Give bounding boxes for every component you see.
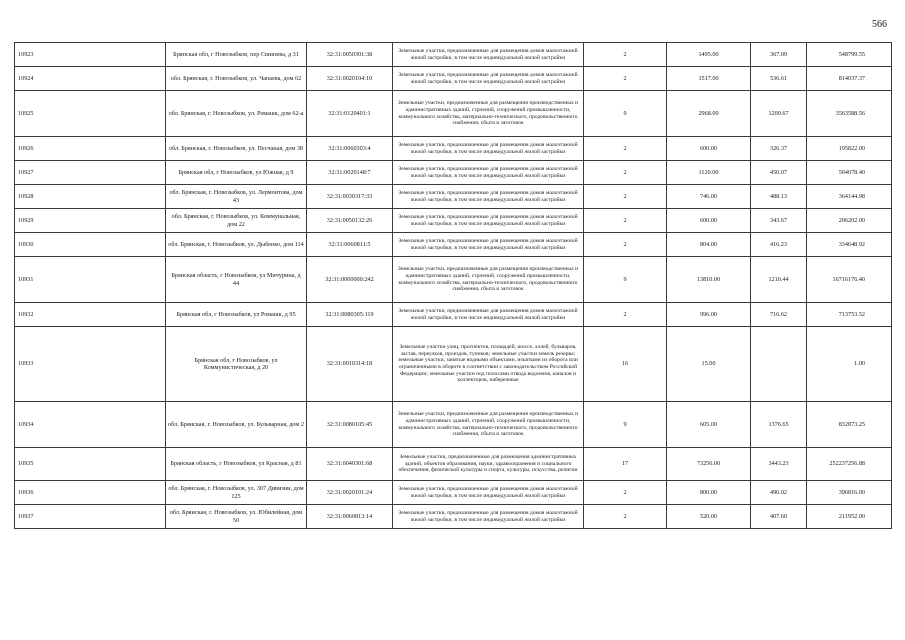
table-row bbox=[15, 505, 892, 529]
address-cell: обл. Брянская, г. Новозыбков, ул. Бульварная, дом 2 bbox=[166, 402, 307, 448]
table-row bbox=[15, 327, 892, 402]
usage-group-cell: 9 bbox=[584, 91, 667, 137]
cadastral-number-cell: 32:31:0120401:1 bbox=[307, 91, 393, 137]
specific-value-cell: 1200.67 bbox=[751, 91, 807, 137]
row-number: 10932 bbox=[15, 303, 166, 327]
specific-value-cell: 343.67 bbox=[751, 209, 807, 233]
usage-group-cell: 2 bbox=[584, 209, 667, 233]
cadastral-number-cell: 32:31:0040301:68 bbox=[307, 448, 393, 481]
cadastral-value-cell: 195822.00 bbox=[807, 137, 892, 161]
area-cell: 15.00 bbox=[667, 327, 751, 402]
cadastral-value-cell: 548799.55 bbox=[807, 43, 892, 67]
land-use-cell: Земельные участки, предназначенные для размещения домов малоэтажной жилой застройки, в том числе индивидуальной жилой застройки bbox=[393, 67, 584, 91]
land-use-cell: Земельные участки, предназначенные для размещения домов малоэтажной жилой застройки, в том числе индивидуальной жилой застройки bbox=[393, 303, 584, 327]
area-cell: 600.00 bbox=[667, 209, 751, 233]
area-cell: 1495.00 bbox=[667, 43, 751, 67]
usage-group-cell: 2 bbox=[584, 67, 667, 91]
land-use-cell: Земельные участки, предназначенные для размещения домов малоэтажной жилой застройки, в том числе индивидуальной жилой застройки bbox=[393, 233, 584, 257]
table-row bbox=[15, 402, 892, 448]
table-row bbox=[15, 257, 892, 303]
cadastral-value-cell: 832873.25 bbox=[807, 402, 892, 448]
address-cell: обл. Брянская, г. Новозыбков, ул. Коммунальная, дом 22 bbox=[166, 209, 307, 233]
specific-value-cell: 496.02 bbox=[751, 481, 807, 505]
usage-group-cell: 2 bbox=[584, 233, 667, 257]
table-row bbox=[15, 209, 892, 233]
row-number: 10925 bbox=[15, 91, 166, 137]
specific-value-cell: 1376.65 bbox=[751, 402, 807, 448]
area-cell: 800.00 bbox=[667, 481, 751, 505]
row-number: 10927 bbox=[15, 161, 166, 185]
specific-value-cell: 716.62 bbox=[751, 303, 807, 327]
land-use-cell: Земельные участки, предназначенные для размещения производственных и административных зданий, строений, сооружений промышленности, коммунального хозяйства, материально-технического, продовольственного снабжения, сбыта и заготовок bbox=[393, 91, 584, 137]
cadastral-value-cell: 364144.98 bbox=[807, 185, 892, 209]
cadastral-value-cell: 334648.92 bbox=[807, 233, 892, 257]
table-row bbox=[15, 67, 892, 91]
cadastral-number-cell: 32:31:0060811:5 bbox=[307, 233, 393, 257]
cadastral-value-cell: 396816.00 bbox=[807, 481, 892, 505]
usage-group-cell: 2 bbox=[584, 303, 667, 327]
usage-group-cell: 2 bbox=[584, 481, 667, 505]
specific-value-cell: 488.13 bbox=[751, 185, 807, 209]
row-number: 10929 bbox=[15, 209, 166, 233]
land-use-cell: Земельные участки, предназначенные для размещения производственных и административных зданий, строений, сооружений промышленности, коммунального хозяйства, материально-технического, продовольственного снабжения, сбыта и заготовок bbox=[393, 257, 584, 303]
cadastral-value-cell: 3563588.56 bbox=[807, 91, 892, 137]
address-cell: обл. Брянская, г. Новозыбков, ул. Дыбенко, дом 114 bbox=[166, 233, 307, 257]
table-row bbox=[15, 233, 892, 257]
land-use-cell: Земельные участки, предназначенные для размещения домов малоэтажной жилой застройки, в том числе индивидуальной жилой застройки bbox=[393, 481, 584, 505]
address-cell: Брянская обл, г Новозыбков, ул Коммунистическая, д 20 bbox=[166, 327, 307, 402]
table-row bbox=[15, 303, 892, 327]
row-number: 10933 bbox=[15, 327, 166, 402]
cadastral-number-cell: 32:31:0050301:38 bbox=[307, 43, 393, 67]
row-number: 10934 bbox=[15, 402, 166, 448]
area-cell: 1120.00 bbox=[667, 161, 751, 185]
usage-group-cell: 2 bbox=[584, 161, 667, 185]
table-row bbox=[15, 137, 892, 161]
row-number: 10926 bbox=[15, 137, 166, 161]
land-use-cell: Земельные участки, предназначенные для размещения домов малоэтажной жилой застройки, в том числе индивидуальной жилой застройки bbox=[393, 43, 584, 67]
usage-group-cell: 16 bbox=[584, 327, 667, 402]
address-cell: обл. Брянская, г. Новозыбков, ул. Лермонтова, дом 43 bbox=[166, 185, 307, 209]
address-cell: обл. Брянская, г. Новозыбков, ул. Ромашк, дом 62-а bbox=[166, 91, 307, 137]
land-use-cell: Земельные участки, предназначенные для размещения производственных и административных зданий, строений, сооружений промышленности, коммунального хозяйства, материально-технического, продовольственного снабжения, сбыта и заготовок bbox=[393, 402, 584, 448]
cadastral-number-cell: 32:31:0020104:10 bbox=[307, 67, 393, 91]
land-use-cell: Земельные участки, предназначенные для размещения домов малоэтажной жилой застройки, в том числе индивидуальной жилой застройки bbox=[393, 209, 584, 233]
usage-group-cell: 2 bbox=[584, 137, 667, 161]
cadastral-number-cell: 32:31:0030317:33 bbox=[307, 185, 393, 209]
row-number: 10928 bbox=[15, 185, 166, 209]
cadastral-number-cell: 32:31:0010314:18 bbox=[307, 327, 393, 402]
area-cell: 600.00 bbox=[667, 137, 751, 161]
land-use-cell: Земельные участки, предназначенные для размещения домов малоэтажной жилой застройки, в том числе индивидуальной жилой застройки bbox=[393, 185, 584, 209]
area-cell: 605.00 bbox=[667, 402, 751, 448]
usage-group-cell: 2 bbox=[584, 185, 667, 209]
area-cell: 746.00 bbox=[667, 185, 751, 209]
area-cell: 804.00 bbox=[667, 233, 751, 257]
land-use-cell: Земельные участки, предназначенные для размещения домов малоэтажной жилой застройки, в том числе индивидуальной жилой застройки bbox=[393, 505, 584, 529]
cadastral-number-cell: 32:31:0080305:119 bbox=[307, 303, 393, 327]
land-use-cell: Земельные участки улиц, проспектов, площадей, шоссе, аллей, бульваров, застав, переулков, проездов, тупиков; земельные участки земель резерва; земельные участки, занятые водными объектами, изъятыми из оборота или ограниченными в обороте в соответствии с законодательством Российской Федерации; земельные участки под полосами отвода водоемов, каналов и коллекторов, набережные bbox=[393, 327, 584, 402]
cadastral-number-cell: 32:31:0000000:242 bbox=[307, 257, 393, 303]
land-use-cell: Земельные участки, предназначенные для размещения домов малоэтажной жилой застройки, в том числе индивидуальной жилой застройки bbox=[393, 161, 584, 185]
cadastral-value-table bbox=[14, 42, 892, 529]
specific-value-cell: 367.09 bbox=[751, 43, 807, 67]
usage-group-cell: 9 bbox=[584, 257, 667, 303]
cadastral-number-cell: 32:31:0060813:14 bbox=[307, 505, 393, 529]
usage-group-cell: 9 bbox=[584, 402, 667, 448]
table-row bbox=[15, 161, 892, 185]
row-number: 10937 bbox=[15, 505, 166, 529]
row-number: 10936 bbox=[15, 481, 166, 505]
specific-value-cell: 536.61 bbox=[751, 67, 807, 91]
cadastral-value-cell: 1.00 bbox=[807, 327, 892, 402]
area-cell: 996.00 bbox=[667, 303, 751, 327]
cadastral-number-cell: 32:31:0060303:4 bbox=[307, 137, 393, 161]
address-cell: Брянская область, г Новозыбков, ул Мичурина, д 44 bbox=[166, 257, 307, 303]
address-cell: обл. Брянская, г. Новозыбков, ул. Юбилейная, дом 50 bbox=[166, 505, 307, 529]
area-cell: 73256.00 bbox=[667, 448, 751, 481]
address-cell: обл. Брянская, г. Новозыбков, ул. 307 Дивизии, дом 125 bbox=[166, 481, 307, 505]
usage-group-cell: 2 bbox=[584, 505, 667, 529]
cadastral-number-cell: 32:31:0080105:45 bbox=[307, 402, 393, 448]
area-cell: 1517.00 bbox=[667, 67, 751, 91]
address-cell: обл. Брянская, г. Новозыбков, ул. Песчаная, дом 38 bbox=[166, 137, 307, 161]
specific-value-cell: 407.60 bbox=[751, 505, 807, 529]
specific-value-cell: 326.37 bbox=[751, 137, 807, 161]
table-row bbox=[15, 185, 892, 209]
cadastral-value-cell: 252237256.88 bbox=[807, 448, 892, 481]
row-number: 10930 bbox=[15, 233, 166, 257]
table-row bbox=[15, 448, 892, 481]
row-number: 10923 bbox=[15, 43, 166, 67]
cadastral-value-cell: 16716176.40 bbox=[807, 257, 892, 303]
row-number: 10931 bbox=[15, 257, 166, 303]
page-number: 566 bbox=[872, 19, 887, 30]
row-number: 10924 bbox=[15, 67, 166, 91]
cadastral-value-cell: 504078.40 bbox=[807, 161, 892, 185]
cadastral-value-cell: 713753.52 bbox=[807, 303, 892, 327]
area-cell: 520.00 bbox=[667, 505, 751, 529]
cadastral-number-cell: 32:31:0020101:24 bbox=[307, 481, 393, 505]
specific-value-cell bbox=[751, 327, 807, 402]
land-use-cell: Земельные участки, предназначенные для размещения административных зданий, объектов образования, науки, здравоохранения и социального обеспечения, физической культуры и спорта, культуры, искусства, религии bbox=[393, 448, 584, 481]
land-use-cell: Земельные участки, предназначенные для размещения домов малоэтажной жилой застройки, в том числе индивидуальной жилой застройки bbox=[393, 137, 584, 161]
area-cell: 13810.00 bbox=[667, 257, 751, 303]
cadastral-value-cell: 211952.00 bbox=[807, 505, 892, 529]
cadastral-number-cell: 32:31:0020148:7 bbox=[307, 161, 393, 185]
specific-value-cell: 450.07 bbox=[751, 161, 807, 185]
table-row bbox=[15, 91, 892, 137]
address-cell: Брянская обл, г Новозыбков, ул Ромашк, д 95 bbox=[166, 303, 307, 327]
area-cell: 2968.00 bbox=[667, 91, 751, 137]
table-row bbox=[15, 43, 892, 67]
address-cell: Брянская область, г Новозыбков, ул Красная, д 81 bbox=[166, 448, 307, 481]
usage-group-cell: 2 bbox=[584, 43, 667, 67]
specific-value-cell: 3443.23 bbox=[751, 448, 807, 481]
row-number: 10935 bbox=[15, 448, 166, 481]
usage-group-cell: 17 bbox=[584, 448, 667, 481]
cadastral-number-cell: 32:31:0050132:26 bbox=[307, 209, 393, 233]
address-cell: Брянская обл, г Новозыбков, ул Южная, д 9 bbox=[166, 161, 307, 185]
address-cell: обл. Брянская, г. Новозыбков, ул. Чапаева, дом 62 bbox=[166, 67, 307, 91]
address-cell: Брянская обл, г Новозыбков, пер Свиязева, д 31 bbox=[166, 43, 307, 67]
cadastral-value-cell: 206202.00 bbox=[807, 209, 892, 233]
cadastral-value-cell: 814037.37 bbox=[807, 67, 892, 91]
specific-value-cell: 416.23 bbox=[751, 233, 807, 257]
specific-value-cell: 1210.44 bbox=[751, 257, 807, 303]
table-row bbox=[15, 481, 892, 505]
